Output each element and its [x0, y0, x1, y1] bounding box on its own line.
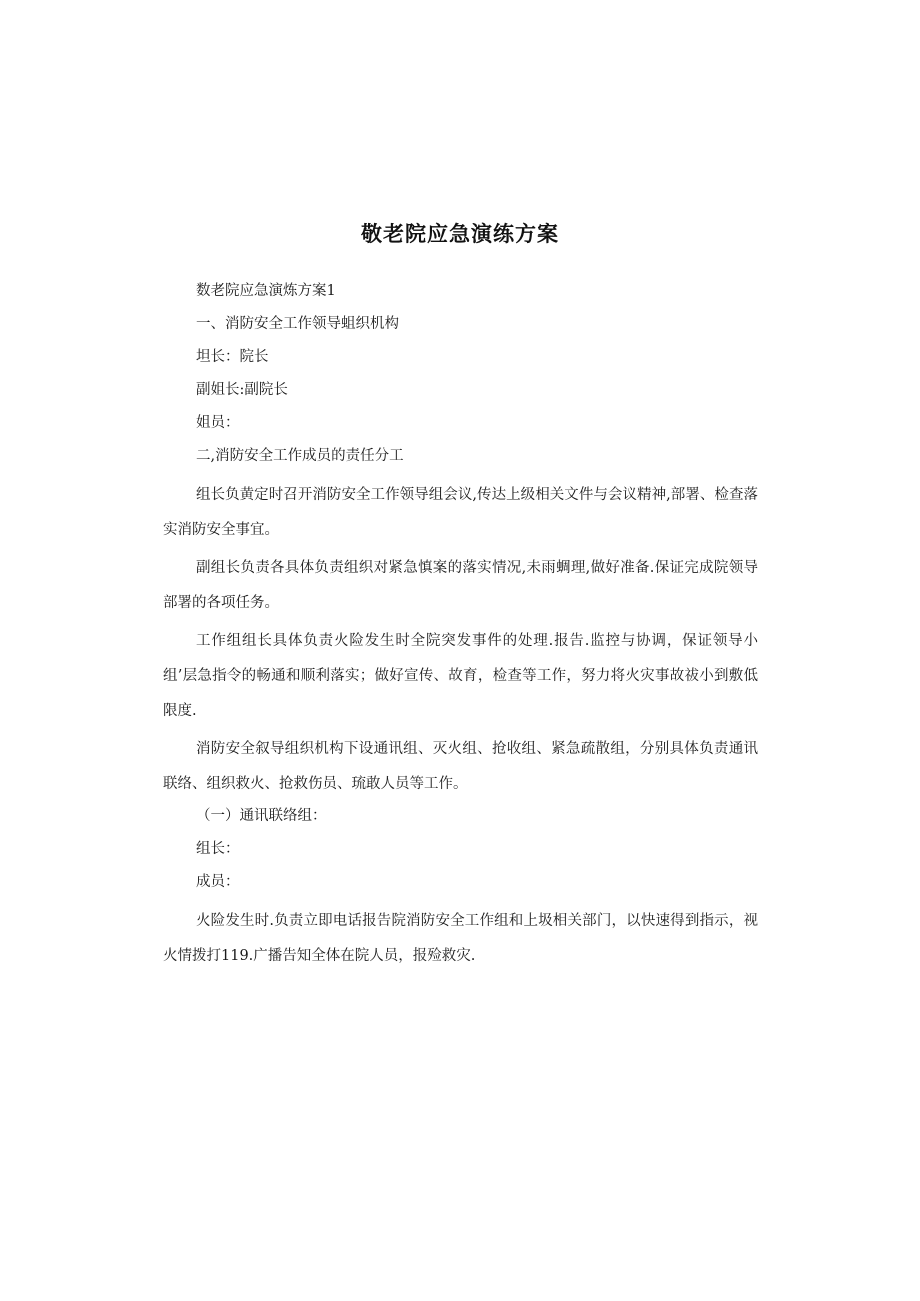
body-paragraph: 副组长负责各具体负责组织对紧急慎案的落实情况,未雨蜩理,做好准备.保证完成院领导部署的各项任务。 — [163, 560, 758, 611]
body-paragraph: 消防安全叙导组织机构下设通讯组、灭火组、抢收组、紧急疏散组，分别具体负责通讯联络、组织救火、抢救伤员、琉敢人员等工作。 — [163, 741, 758, 792]
role-line: 副姐长:副院长 — [196, 382, 288, 398]
document-body — [163, 280, 758, 977]
section-heading: 二,消防安全工作成员的责任分工 — [196, 448, 404, 464]
section-heading: 一、消防安全工作领导蛆织机构 — [196, 316, 399, 332]
role-line: 姐员： — [196, 415, 240, 431]
subsection-heading: （一）通讯联络组： — [196, 808, 327, 824]
role-line: 成员： — [196, 874, 240, 890]
document-title: 敬老院应急演练方案 — [361, 222, 559, 246]
body-paragraph: 组长负黄定时召开消防安全工作领导组会议,传达上级相关文件与会议精神,部署、检查落实消防安全事宜。 — [163, 487, 758, 538]
section-heading: 数老院应急演炼方案1 — [196, 283, 336, 299]
role-line: 坦长：院长 — [196, 349, 269, 365]
body-paragraph: 工作组组长具体负责火险发生时全院突发事件的处理.报告.监控与协调，保证领导小组’层急指令的畅通和顺利落实；做好宣传、故育，检查等工作，努力将火灾事故祓小到敷低限度. — [163, 633, 758, 719]
body-paragraph: 火险发生时.负责立即电话报告院消防安全工作组和上圾相关部门，以快速得到指示，视火情拨打119.广播告知全体在院人员，报殓救灾. — [163, 913, 758, 964]
role-line: 组长： — [196, 841, 240, 857]
